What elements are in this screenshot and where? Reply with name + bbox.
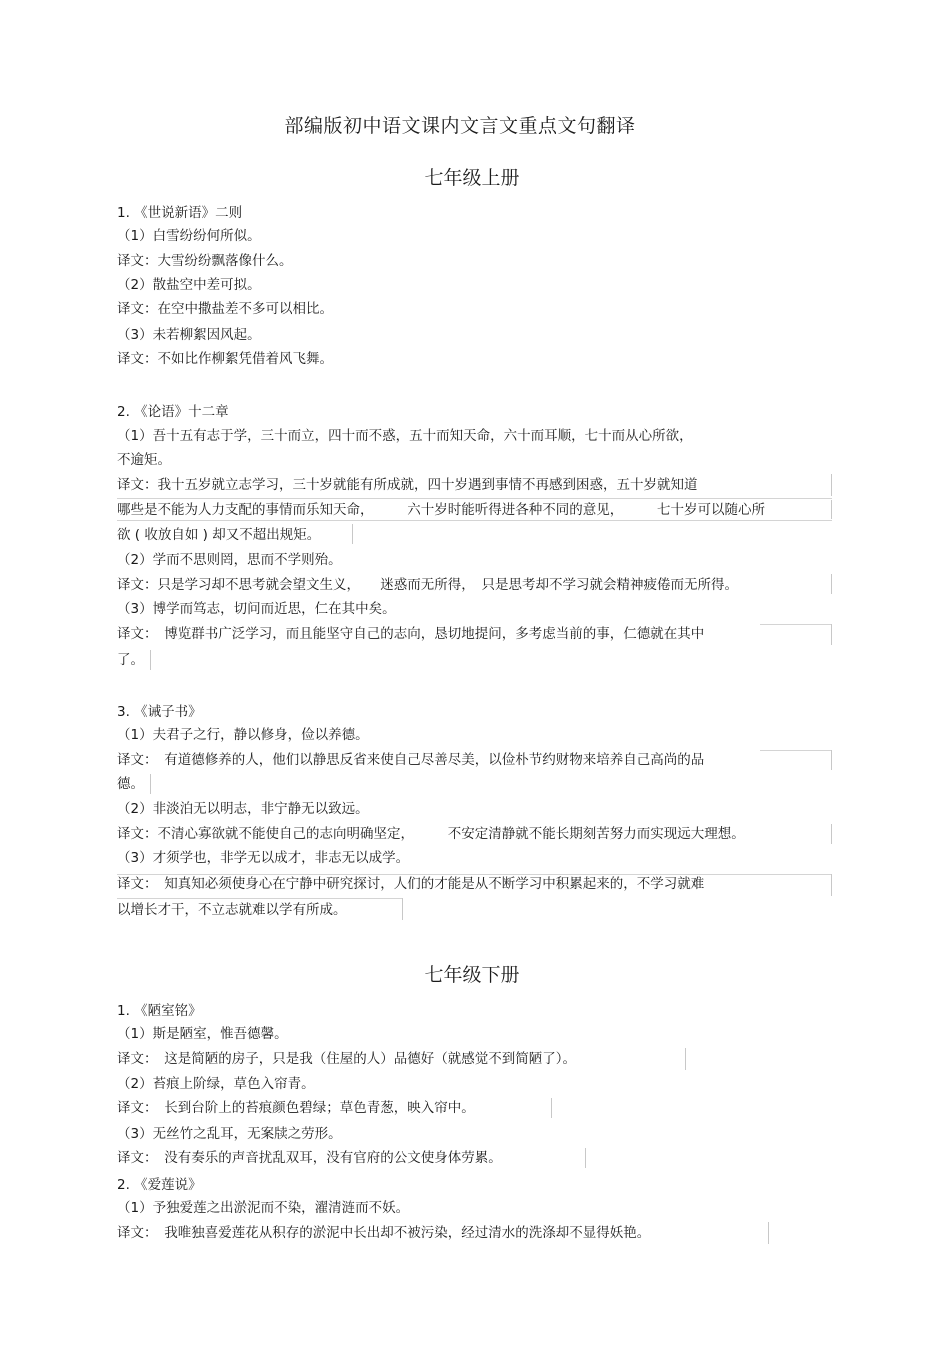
original-sentence: （3）博学而笃志，切问而近思，仁在其中矣。 <box>117 601 396 617</box>
divider <box>117 498 832 499</box>
translation-line: 译文： 有道德修养的人，他们以静思反省来使自己尽善尽美，以俭朴节约财物来培养自己高尚的品 <box>117 752 705 768</box>
translation-line: 译文： 长到台阶上的苔痕颜色碧绿；草色青葱，映入帘中。 <box>117 1100 475 1116</box>
divider <box>831 624 832 645</box>
divider <box>831 750 832 770</box>
translation-line: 译文： 我唯独喜爱莲花从积存的淤泥中长出却不被污染，经过清水的洗涤却不显得妖艳。 <box>117 1225 651 1241</box>
divider <box>831 474 832 496</box>
original-sentence: （1）白雪纷纷何所似。 <box>117 228 261 244</box>
translation-line: 译文： 博览群书广泛学习，而且能坚守自己的志向，恳切地提问，多考虑当前的事，仁德就在其中 <box>117 626 705 642</box>
original-sentence: （2）非淡泊无以明志，非宁静无以致远。 <box>117 801 369 817</box>
translation-line: 译文： 没有奏乐的声音扰乱双耳，没有官府的公文使身体劳累。 <box>117 1150 502 1166</box>
lesson-heading: 1. 《世说新语》二则 <box>117 205 243 221</box>
original-sentence: （2）学而不思则罔，思而不学则殆。 <box>117 552 342 568</box>
original-sentence: （3）才须学也，非学无以成才，非志无以成学。 <box>117 850 410 866</box>
original-sentence: （1）斯是陋室，惟吾德馨。 <box>117 1026 288 1042</box>
original-sentence: （3）未若柳絮因风起。 <box>117 327 261 343</box>
divider <box>831 874 832 896</box>
original-sentence: （1）夫君子之行，静以修身，俭以养德。 <box>117 727 369 743</box>
original-sentence: （2）散盐空中差可拟。 <box>117 277 261 293</box>
divider <box>150 774 151 794</box>
divider <box>768 1222 769 1244</box>
divider <box>117 898 402 899</box>
translation-line: 译文：在空中撒盐差不多可以相比。 <box>117 301 333 317</box>
divider <box>551 1098 552 1118</box>
divider <box>831 500 832 519</box>
lesson-heading: 1. 《陋室铭》 <box>117 1003 202 1019</box>
original-sentence: （3）无丝竹之乱耳，无案牍之劳形。 <box>117 1126 342 1142</box>
original-sentence: （2）苔痕上阶绿，草色入帘青。 <box>117 1076 315 1092</box>
translation-line: 译文：不清心寡欲就不能使自己的志向明确坚定， 不安定清静就不能长期刻苦努力而实现远大理想。 <box>117 826 745 842</box>
divider <box>150 650 151 670</box>
lesson-heading: 3. 《诫子书》 <box>117 704 202 720</box>
translation-line: 以增长才干，不立志就难以学有所成。 <box>117 902 347 918</box>
original-sentence: （1）予独爱莲之出淤泥而不染，濯清涟而不妖。 <box>117 1200 410 1216</box>
translation-line: 译文： 这是简陋的房子，只是我（住屋的人）品德好（就感觉不到简陋了）。 <box>117 1051 576 1067</box>
divider <box>585 1148 586 1168</box>
divider <box>352 524 353 544</box>
translation-line: 欲 ( 收放自如 ) 却又不超出规矩。 <box>117 527 321 543</box>
divider <box>402 898 403 920</box>
divider <box>760 624 832 625</box>
lesson-heading: 2. 《论语》十二章 <box>117 404 229 420</box>
original-sentence: 不逾矩。 <box>117 452 171 468</box>
divider <box>831 574 832 594</box>
translation-line: 哪些是不能为人力支配的事情而乐知天命， 六十岁时能听得进各种不同的意见， 七十岁可以随心所 <box>117 502 765 518</box>
lesson-heading: 2. 《爱莲说》 <box>117 1177 202 1193</box>
divider <box>117 874 832 875</box>
translation-line: 译文： 知真知必须使身心在宁静中研究探讨，人们的才能是从不断学习中积累起来的，不学习就难 <box>117 876 705 892</box>
section-heading: 七年级上册 <box>424 167 520 189</box>
original-sentence: （1）吾十五有志于学，三十而立，四十而不惑，五十而知天命，六十而耳顺，七十而从心所欲， <box>117 428 693 444</box>
translation-line: 译文：只是学习却不思考就会望文生义， 迷惑而无所得， 只是思考却不学习就会精神疲倦而无所得。 <box>117 577 738 593</box>
document-title: 部编版初中语文课内文言文重点文句翻译 <box>284 115 636 137</box>
divider <box>117 520 832 521</box>
translation-line: 了。 <box>117 652 144 668</box>
translation-line: 译文：大雪纷纷飘落像什么。 <box>117 253 293 269</box>
translation-line: 译文：我十五岁就立志学习，三十岁就能有所成就，四十岁遇到事情不再感到困惑，五十岁就知道 <box>117 477 698 493</box>
translation-line: 德。 <box>117 776 144 792</box>
divider <box>831 824 832 844</box>
translation-line: 译文：不如比作柳絮凭借着风飞舞。 <box>117 351 333 367</box>
divider <box>685 1048 686 1070</box>
section-heading: 七年级下册 <box>424 964 520 986</box>
divider <box>760 750 832 751</box>
